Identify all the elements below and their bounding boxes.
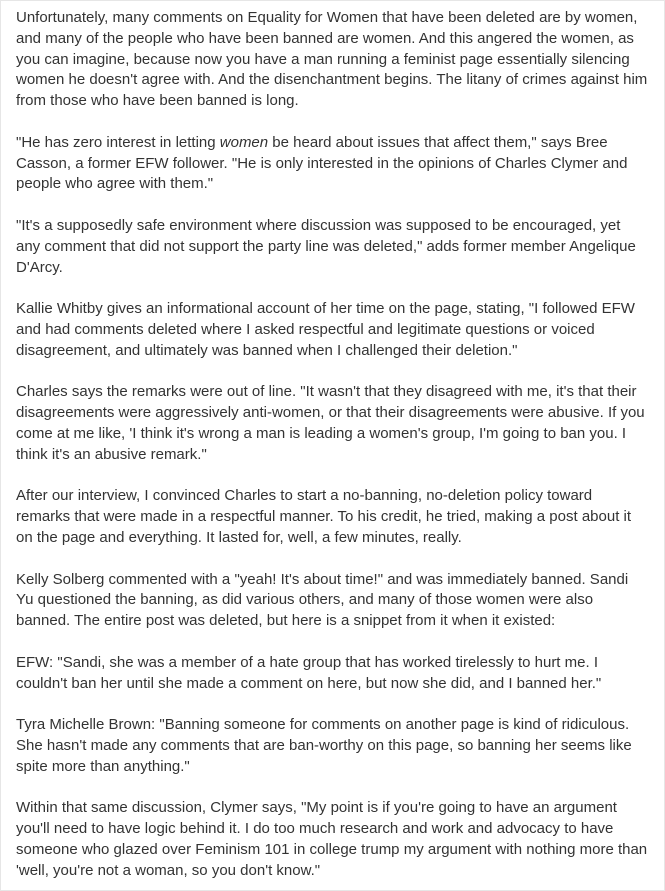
paragraph-2-after: be heard about issues that affect them," says Bree Casson, a former EFW follower. "He is only interested in the opinions of Charles Clymer and people who agree with them." bbox=[16, 133, 628, 193]
paragraph-2 bbox=[16, 133, 648, 195]
paragraph-3: "It's a supposedly safe environment where discussion was supposed to be encouraged, yet any comment that did not support the party line was deleted," adds former member Angelique D'Arcy. bbox=[16, 216, 636, 276]
paragraph-2-before: "He has zero interest in letting bbox=[16, 133, 220, 151]
paragraph-5: Charles says the remarks were out of line. "It wasn't that they disagreed with me, it's that their disagreements were aggressively anti-women, or that their disagreements were abusive. If you come at me like, 'I think it's wrong a man is leading a women's group, I'm going to ban you. I think it's an abusive remark." bbox=[16, 383, 645, 463]
paragraph-4: Kallie Whitby gives an informational account of her time on the page, stating, "I followed EFW and had comments deleted where I asked respectful and legitimate questions or voiced disagreement, and ultimately was banned when I challenged their deletion." bbox=[16, 300, 635, 359]
paragraph-2-emphasis: women bbox=[219, 133, 269, 151]
paragraph-6: After our interview, I convinced Charles to start a no-banning, no-deletion policy toward remarks that were made in a respectful manner. To his credit, he tried, making a post about it on the page and everything. It lasted for, well, a few minutes, really. bbox=[16, 487, 632, 546]
paragraph-1: Unfortunately, many comments on Equality for Women that have been deleted are by women, and many of the people who have been banned are women. And this angered the women, as you can imagine, because now you have a man running a feminist page essentially silencing women he doesn't agree with. And the disenchantment begins. The litany of crimes against him from those who have been banned is long. bbox=[16, 9, 648, 110]
paragraph-8: EFW: "Sandi, she was a member of a hate group that has worked tirelessly to hurt me. I couldn't ban her until she made a comment on here, but now she did, and I banned her." bbox=[16, 653, 602, 692]
article-body bbox=[16, 8, 648, 891]
paragraph-7: Kelly Solberg commented with a "yeah! It's about time!" and was immediately banned. Sandi Yu questioned the banning, as did various others, and many of those women were also banned. The entire post was deleted, but here is a snippet from it when it existed: bbox=[16, 570, 629, 630]
paragraph-10: Within that same discussion, Clymer says, "My point is if you're going to have an argument you'll need to have logic behind it. I do too much research and work and advocacy to have someone who glazed over Feminism 101 in college trump my argument with nothing more than 'well, you're not a woman, so you don't know." bbox=[16, 799, 648, 879]
paragraph-9: Tyra Michelle Brown: "Banning someone for comments on another page is kind of ridiculous. She hasn't made any comments that are ban-worthy on this page, so banning her seems like spite more than anything." bbox=[16, 716, 632, 775]
